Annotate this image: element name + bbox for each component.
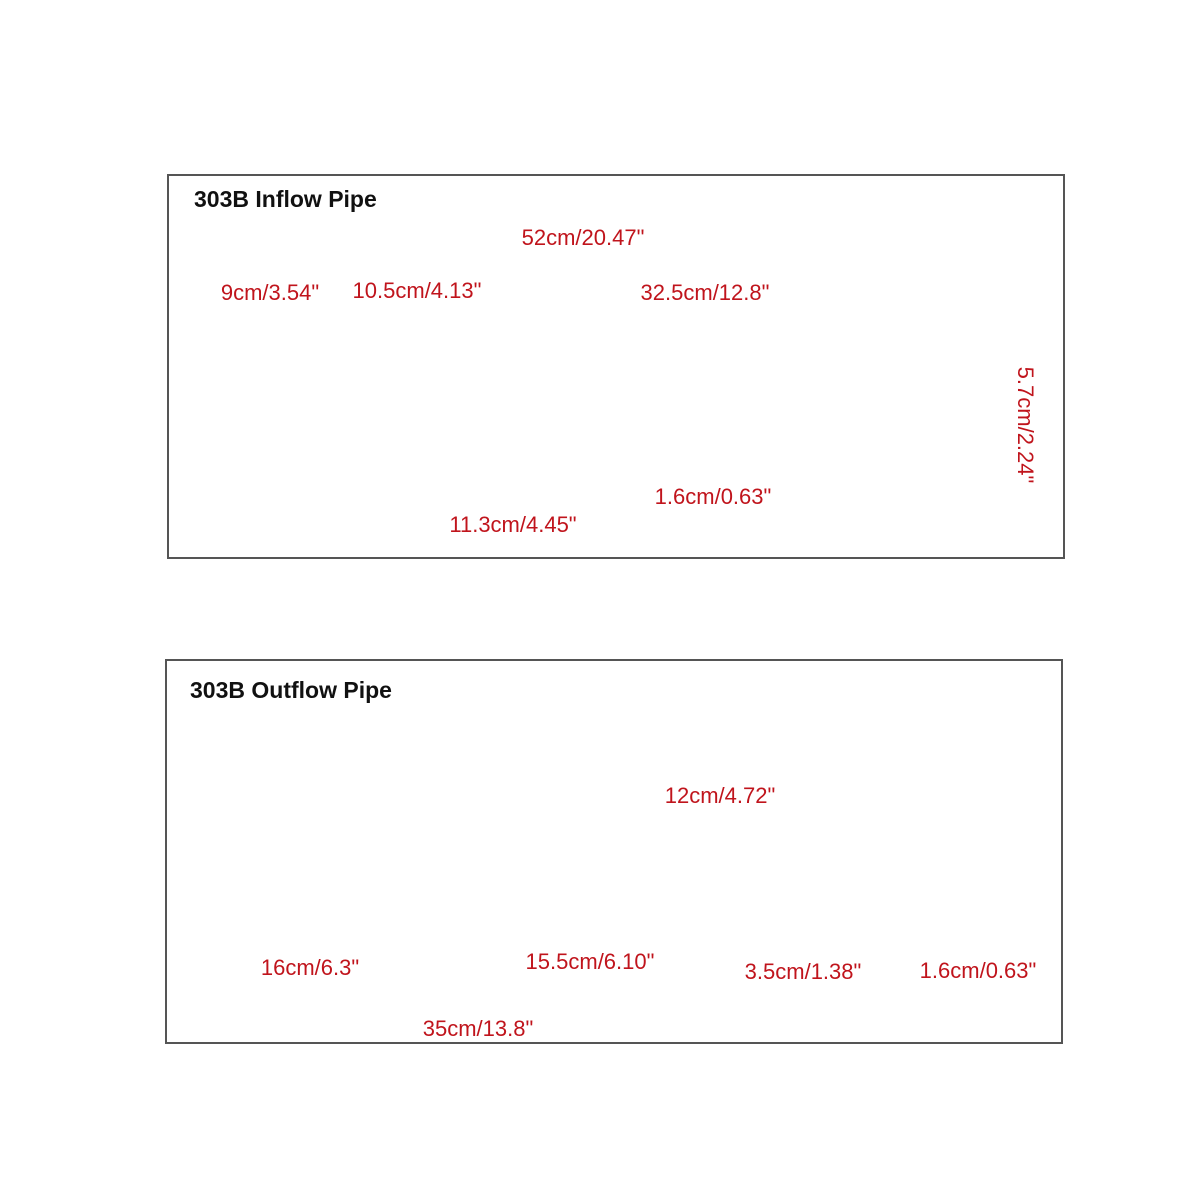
inflow-seg2-label: 10.5cm/4.13" [352,278,482,303]
outflow-seg1-label: 16cm/6.3" [260,955,360,980]
outflow-seg3-label: 3.5cm/1.38" [744,959,862,984]
inflow-height-label: 5.7cm/2.24" [1013,366,1038,484]
inflow-extension-label: 11.3cm/4.45" [449,512,577,537]
inflow-total-length-label: 52cm/20.47" [521,225,645,250]
inflow-seg3-label: 32.5cm/12.8" [640,280,770,305]
outflow-seg2-label: 15.5cm/6.10" [525,949,655,974]
outflow-diameter-label: 1.6cm/0.63" [919,958,1037,983]
outflow-title: 303B Outflow Pipe [190,677,392,703]
outflow-total-length-label: 35cm/13.8" [422,1016,534,1041]
outflow-panel [165,659,1063,1044]
inflow-title: 303B Inflow Pipe [194,186,377,212]
inflow-seg1-label: 9cm/3.54" [220,280,320,305]
inflow-diameter-label: 1.6cm/0.63" [654,484,772,509]
outflow-height-label: 12cm/4.72" [664,783,776,808]
